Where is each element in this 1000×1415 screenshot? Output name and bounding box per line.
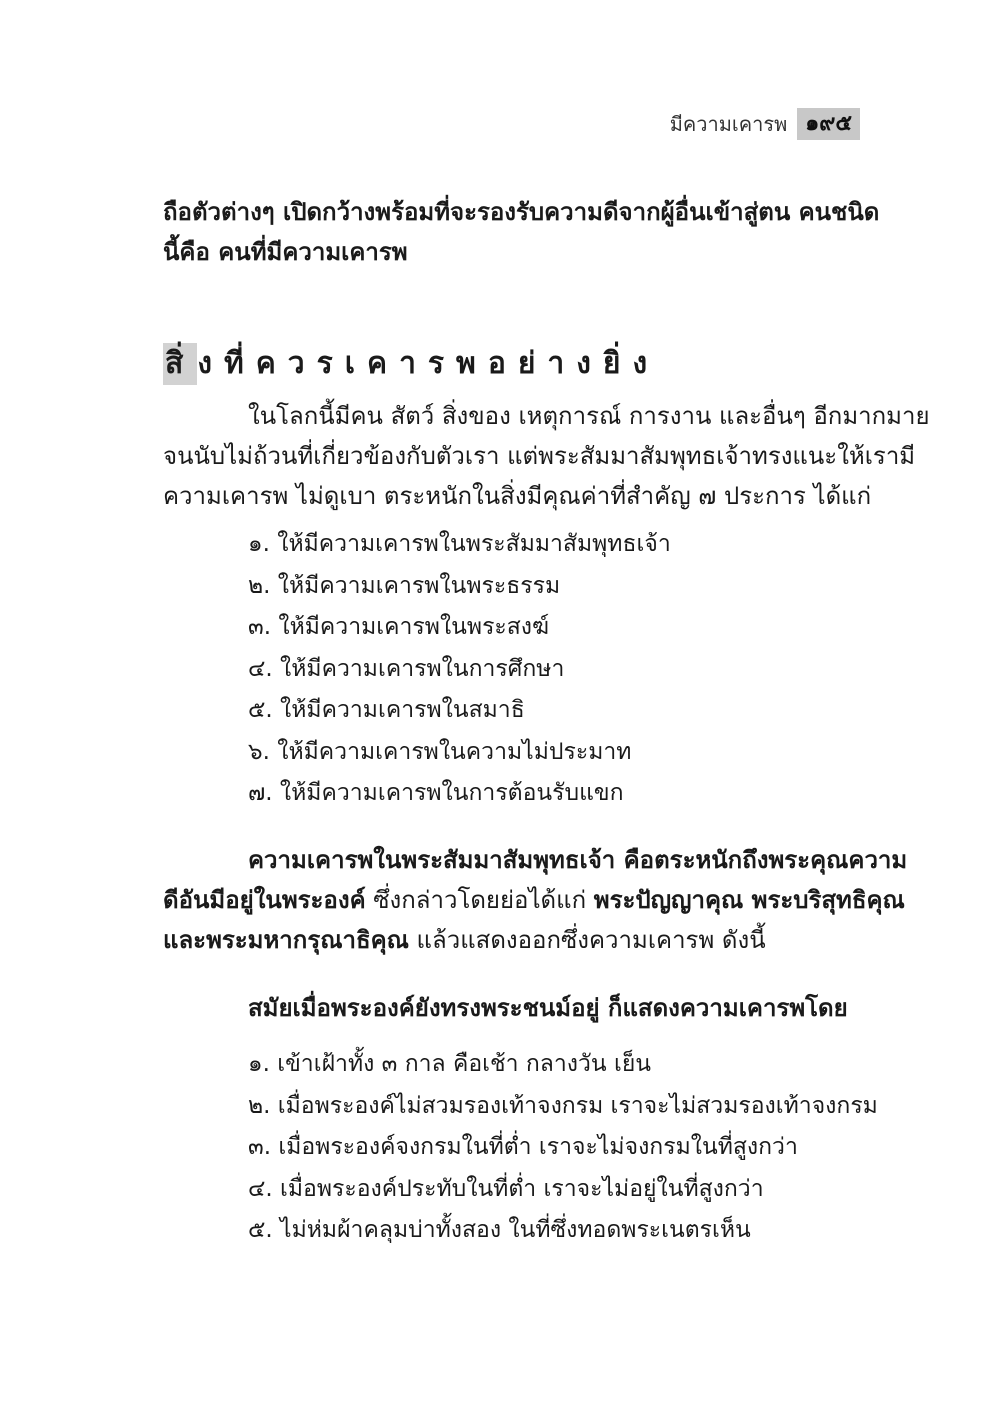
- list-item: ๓. เมื่อพระองค์จงกรมในที่ต่ำ เราจะไม่จงกรมในที่สูงกว่า: [248, 1134, 798, 1160]
- buddha-line-3: [163, 920, 858, 960]
- intro-line-2: นี้คือ คนที่มีความเคารพ: [163, 238, 408, 266]
- list-item: ๓. ให้มีความเคารพในพระสงฆ์: [248, 614, 550, 640]
- buddha-line-3-normal: แล้วแสดงออกซึ่งความเคารพ ดังนี้: [408, 926, 766, 954]
- intro-paragraph: [163, 192, 880, 272]
- section-paragraph: [163, 396, 930, 516]
- heading-highlight: สิ่: [163, 343, 197, 385]
- list-item: ๗. ให้มีความเคารพในการต้อนรับแขก: [248, 780, 624, 806]
- section-line-1: ในโลกนี้มีคน สัตว์ สิ่งของ เหตุการณ์ การงาน และอื่นๆ อีกมากมาย: [248, 402, 930, 430]
- list-item: ๑. เข้าเฝ้าทั้ง ๓ กาล คือเช้า กลางวัน เย็น: [248, 1051, 652, 1077]
- running-header: [670, 108, 860, 140]
- buddha-line-2-bold-2: พระปัญญาคุณ พระบริสุทธิคุณ: [593, 886, 905, 914]
- buddha-line-1: ความเคารพในพระสัมมาสัมพุทธเจ้า คือตระหนักถึงพระคุณความ: [248, 846, 908, 874]
- list-item: ๑. ให้มีความเคารพในพระสัมมาสัมพุทธเจ้า: [248, 531, 671, 557]
- buddha-line-2: [163, 880, 905, 920]
- section-line-2: จนนับไม่ถ้วนที่เกี่ยวข้องกับตัวเรา แต่พระสัมมาสัมพุทธเจ้าทรงแนะให้เรามี: [163, 442, 916, 470]
- buddha-line-2-bold: ดีอันมีอยู่ในพระองค์: [163, 886, 366, 914]
- section-heading: [163, 340, 659, 387]
- list-item: ๖. ให้มีความเคารพในความไม่ประมาท: [248, 738, 632, 765]
- list-item: ๒. เมื่อพระองค์ไม่สวมรองเท้าจงกรม เราจะไม่สวมรองเท้าจงกรม: [248, 1092, 878, 1119]
- sub-heading: สมัยเมื่อพระองค์ยังทรงพระชนม์อยู่ ก็แสดงความเคารพโดย: [248, 994, 848, 1022]
- section-line-3: ความเคารพ ไม่ดูเบา ตระหนักในสิ่งมีคุณค่าที่สำคัญ ๗ ประการ ได้แก่: [163, 482, 872, 510]
- buddha-paragraph: [163, 840, 908, 960]
- list-item: ๕. ไม่ห่มผ้าคลุมบ่าทั้งสอง ในที่ซึ่งทอดพระเนตรเห็น: [248, 1217, 751, 1243]
- respect-list: [248, 524, 943, 815]
- list-item: ๕. ให้มีความเคารพในสมาธิ: [248, 697, 525, 723]
- list-item: ๔. เมื่อพระองค์ประทับในที่ต่ำ เราจะไม่อยู่ในที่สูงกว่า: [248, 1175, 764, 1202]
- running-title: มีความเคารพ: [669, 112, 788, 136]
- buddha-list: [248, 1044, 943, 1252]
- heading-text: งที่ควรเคารพอย่างยิ่ง: [197, 346, 660, 381]
- page-number: ๑๙๕: [797, 108, 860, 140]
- buddha-line-3-bold: และพระมหากรุณาธิคุณ: [163, 926, 409, 954]
- list-item: ๒. ให้มีความเคารพในพระธรรม: [248, 572, 561, 599]
- intro-line-1: ถือตัวต่างๆ เปิดกว้างพร้อมที่จะรองรับความดีจากผู้อื่นเข้าสู่ตน คนชนิด: [163, 198, 880, 226]
- list-item: ๔. ให้มีความเคารพในการศึกษา: [248, 655, 565, 682]
- buddha-line-2-normal: ซึ่งกล่าวโดยย่อได้แก่: [365, 886, 594, 914]
